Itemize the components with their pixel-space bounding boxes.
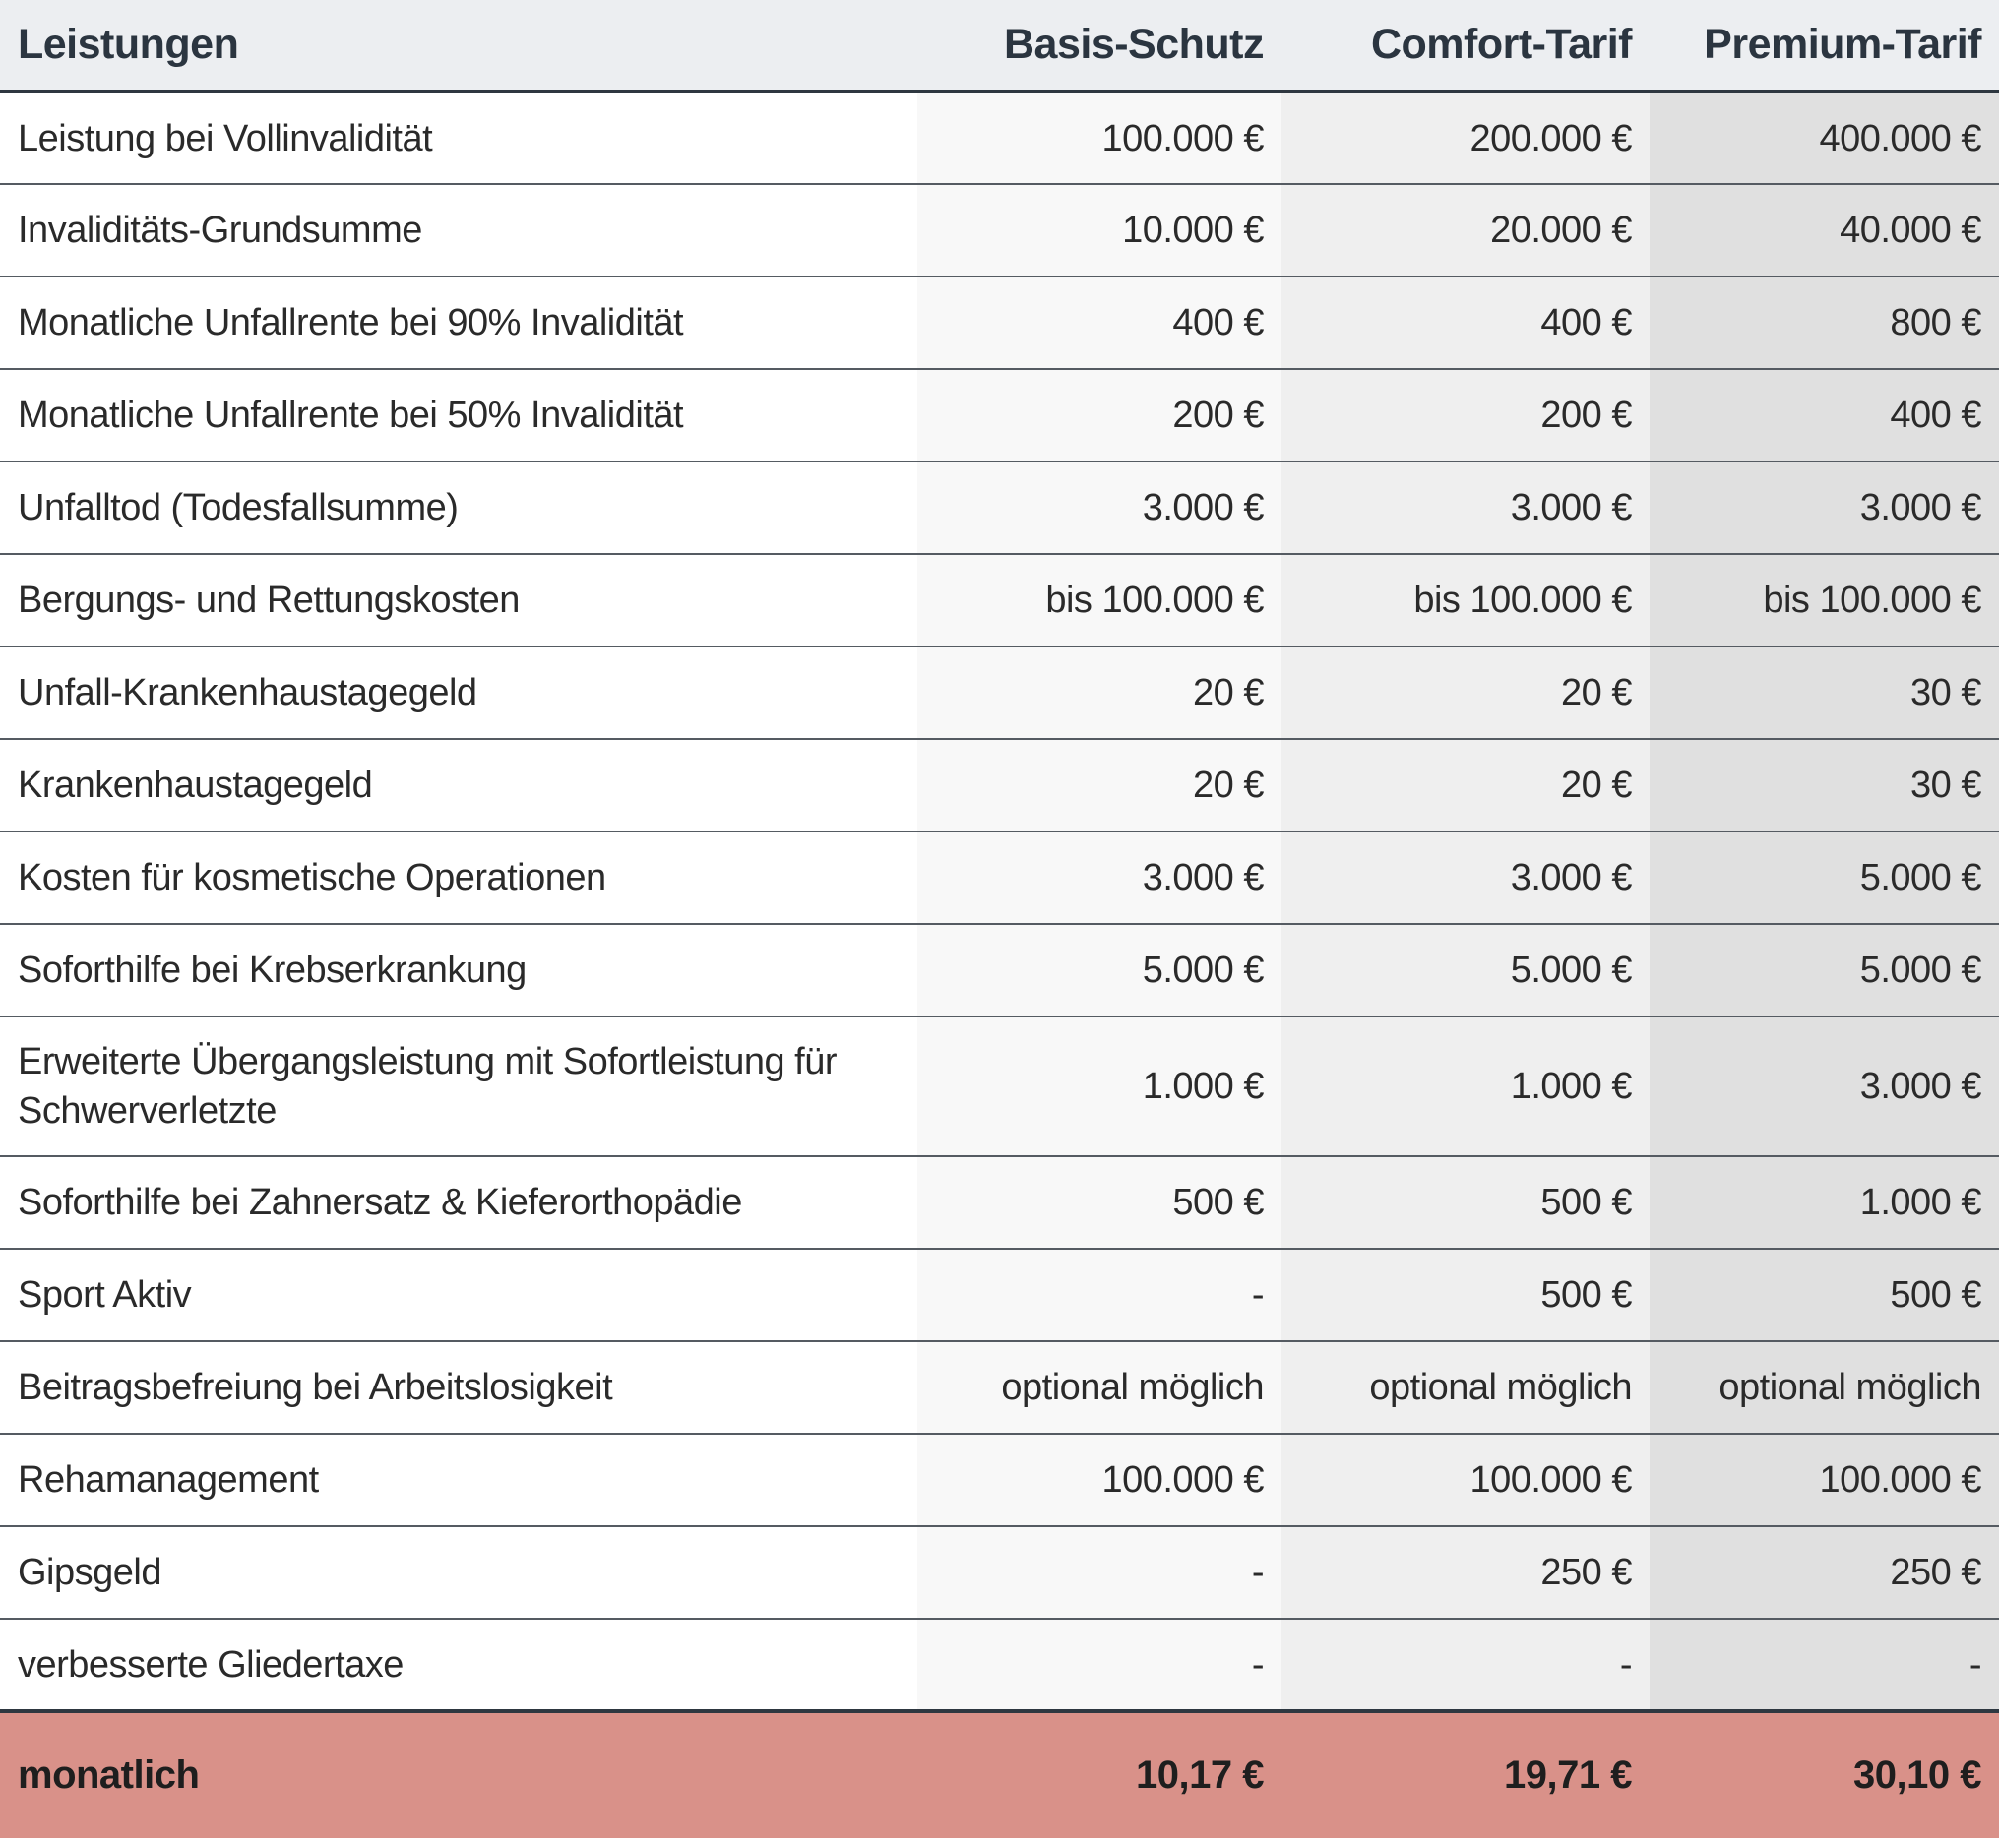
cell-comfort: 1.000 €	[1281, 1016, 1650, 1156]
cell-basis: 1.000 €	[917, 1016, 1281, 1156]
header-leistungen: Leistungen	[0, 0, 917, 92]
cell-premium: 3.000 €	[1650, 462, 1999, 554]
cell-comfort: 100.000 €	[1281, 1434, 1650, 1526]
cell-premium: 30 €	[1650, 739, 1999, 832]
cell-premium: 100.000 €	[1650, 1434, 1999, 1526]
cell-premium: 400 €	[1650, 369, 1999, 462]
cell-basis: -	[917, 1526, 1281, 1619]
row-label: Erweiterte Übergangsleistung mit Sofortleistung für Schwerverletzte	[0, 1016, 917, 1156]
cell-basis: 200 €	[917, 369, 1281, 462]
table-row	[0, 1249, 1999, 1341]
table-row	[0, 1156, 1999, 1249]
cell-comfort: 3.000 €	[1281, 832, 1650, 924]
row-label: Leistung bei Vollinvalidität	[0, 92, 917, 184]
cell-comfort: bis 100.000 €	[1281, 554, 1650, 647]
cell-comfort: 20 €	[1281, 739, 1650, 832]
cell-comfort: 500 €	[1281, 1156, 1650, 1249]
cell-premium: -	[1650, 1619, 1999, 1711]
row-label: Unfalltod (Todesfallsumme)	[0, 462, 917, 554]
cell-basis: 20 €	[917, 739, 1281, 832]
cell-basis: optional möglich	[917, 1341, 1281, 1434]
table-row	[0, 1526, 1999, 1619]
row-label: Invaliditäts-Grundsumme	[0, 184, 917, 277]
cell-comfort: optional möglich	[1281, 1341, 1650, 1434]
monthly-price-premium: 30,10 €	[1853, 1754, 1981, 1797]
cell-premium: 1.000 €	[1650, 1156, 1999, 1249]
monthly-label: monatlich	[18, 1754, 200, 1797]
cell-basis: 3.000 €	[917, 462, 1281, 554]
cell-basis: 3.000 €	[917, 832, 1281, 924]
cell-premium: optional möglich	[1650, 1341, 1999, 1434]
table-row	[0, 369, 1999, 462]
table-row	[0, 554, 1999, 647]
row-label: Soforthilfe bei Krebserkrankung	[0, 924, 917, 1016]
cell-premium: 40.000 €	[1650, 184, 1999, 277]
row-label: Beitragsbefreiung bei Arbeitslosigkeit	[0, 1341, 917, 1434]
cell-basis: 10.000 €	[917, 184, 1281, 277]
cell-premium: 5.000 €	[1650, 832, 1999, 924]
monthly-price-basis: 10,17 €	[1136, 1754, 1264, 1797]
cell-basis: 100.000 €	[917, 1434, 1281, 1526]
row-label: Rehamanagement	[0, 1434, 917, 1526]
table-row	[0, 1619, 1999, 1711]
table-footer	[0, 1711, 1999, 1838]
header-row	[0, 0, 1999, 92]
cell-comfort: 20.000 €	[1281, 184, 1650, 277]
cell-comfort: 200 €	[1281, 369, 1650, 462]
cell-premium: bis 100.000 €	[1650, 554, 1999, 647]
cell-comfort: -	[1281, 1619, 1650, 1711]
cell-basis: 400 €	[917, 277, 1281, 369]
table-row	[0, 184, 1999, 277]
cell-premium: 30 €	[1650, 647, 1999, 739]
cell-basis: -	[917, 1619, 1281, 1711]
monthly-price-comfort: 19,71 €	[1504, 1754, 1632, 1797]
table-row	[0, 1434, 1999, 1526]
row-label: Soforthilfe bei Zahnersatz & Kieferorthopädie	[0, 1156, 917, 1249]
cell-premium: 800 €	[1650, 277, 1999, 369]
cell-premium: 400.000 €	[1650, 92, 1999, 184]
cell-comfort: 3.000 €	[1281, 462, 1650, 554]
cell-premium: 500 €	[1650, 1249, 1999, 1341]
row-label: Bergungs- und Rettungskosten	[0, 554, 917, 647]
cell-basis: 500 €	[917, 1156, 1281, 1249]
table-row	[0, 647, 1999, 739]
cell-basis: -	[917, 1249, 1281, 1341]
cell-premium: 3.000 €	[1650, 1016, 1999, 1156]
cell-comfort: 5.000 €	[1281, 924, 1650, 1016]
table-row	[0, 1016, 1999, 1156]
table-row	[0, 1341, 1999, 1434]
monthly-price-row	[0, 1711, 1999, 1838]
cell-premium: 250 €	[1650, 1526, 1999, 1619]
row-label: Monatliche Unfallrente bei 50% Invalidität	[0, 369, 917, 462]
cell-comfort: 20 €	[1281, 647, 1650, 739]
row-label: Kosten für kosmetische Operationen	[0, 832, 917, 924]
table-row	[0, 832, 1999, 924]
header-premium-tarif: Premium-Tarif	[1650, 0, 1999, 92]
row-label: Sport Aktiv	[0, 1249, 917, 1341]
cell-comfort: 200.000 €	[1281, 92, 1650, 184]
row-label: Monatliche Unfallrente bei 90% Invalidität	[0, 277, 917, 369]
row-label: Gipsgeld	[0, 1526, 917, 1619]
table-row	[0, 924, 1999, 1016]
row-label: Unfall-Krankenhaustagegeld	[0, 647, 917, 739]
table-row	[0, 92, 1999, 184]
cell-comfort: 400 €	[1281, 277, 1650, 369]
table-row	[0, 277, 1999, 369]
cell-comfort: 250 €	[1281, 1526, 1650, 1619]
cell-comfort: 500 €	[1281, 1249, 1650, 1341]
header-basis-schutz: Basis-Schutz	[917, 0, 1281, 92]
cell-premium: 5.000 €	[1650, 924, 1999, 1016]
cell-basis: 5.000 €	[917, 924, 1281, 1016]
cell-basis: bis 100.000 €	[917, 554, 1281, 647]
header-comfort-tarif: Comfort-Tarif	[1281, 0, 1650, 92]
table-body	[0, 92, 1999, 1711]
cell-basis: 100.000 €	[917, 92, 1281, 184]
table-header	[0, 0, 1999, 92]
row-label: Krankenhaustagegeld	[0, 739, 917, 832]
cell-basis: 20 €	[917, 647, 1281, 739]
table-row	[0, 462, 1999, 554]
row-label: verbesserte Gliedertaxe	[0, 1619, 917, 1711]
table-row	[0, 739, 1999, 832]
